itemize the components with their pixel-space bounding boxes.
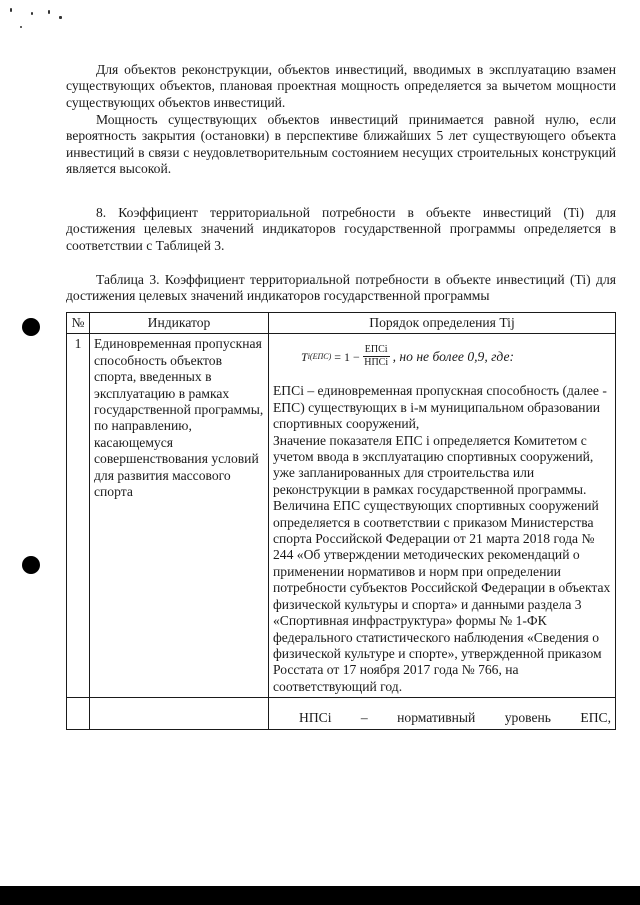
formula-numerator: ЕПСi — [364, 344, 388, 356]
header-num: № — [67, 313, 90, 334]
eps-definition: ЕПСi – единовременная пропускная способность (далее - ЕПС) существующих в i-м муниципальном образовании спортивных сооружений, — [273, 383, 607, 432]
empty-cell — [67, 698, 90, 729]
scan-edge — [0, 886, 640, 905]
paragraph-reconstruction — [66, 62, 616, 111]
eps-value-description: Значение показателя ЕПС i определяется Комитетом с учетом ввода в эксплуатацию спортивных сооружений, уже запланированных для строительства или реконструкции в рамках государственной программы. Величина ЕПС существующих спортивных сооружений определяется в соответствии с приказом Министерства спорта Российской Федерации от 21 марта 2018 года № 244 «Об утверждении методических рекомендаций о применении нормативов и норм при определении потребности субъектов Российской Федерации в объектах физической культуры и спорта» и данными раздела 3 «Спортивная инфраструктура» формы № 1-ФК федерального статистического наблюдения «Сведения о физической культуре и спорте», утвержденной приказом Росстата от 17 ноября 2017 года № 766, на соответствующий год. — [273, 432, 611, 694]
indicator-cell — [90, 334, 269, 698]
empty-cell — [90, 698, 269, 729]
scan-speck — [31, 12, 33, 15]
formula-lhs: T — [301, 349, 308, 364]
scan-speck — [20, 26, 22, 28]
header-order: Порядок определения Tij — [269, 313, 616, 334]
scan-speck — [59, 16, 62, 19]
formula-lhs-sub: i(ЕПС) — [307, 351, 332, 361]
formula — [301, 344, 611, 369]
order-cell — [269, 334, 616, 698]
paragraph-zero-capacity — [66, 112, 616, 178]
punch-hole — [22, 318, 40, 336]
row-number: 1 — [67, 334, 90, 698]
indicators-table — [66, 312, 616, 730]
formula-suffix: , но не более 0,9, где: — [392, 348, 515, 364]
paragraph-text: Для объектов реконструкции, объектов инвестиций, вводимых в эксплуатацию взамен существующих объектов, плановая проектная мощность определяется за вычетом мощности существующих объектов инвестиций. — [66, 62, 616, 110]
formula-eq: = 1 − — [334, 349, 360, 364]
punch-hole — [22, 556, 40, 574]
table-header-row — [67, 313, 616, 334]
paragraph-text: 8. Коэффициент территориальной потребности в объекте инвестиций (Ti) для достижения целевых значений индикаторов государственной программы определяется в соответствии с Таблицей 3. — [66, 205, 616, 253]
scan-speck — [48, 10, 50, 14]
formula-denominator: НПСi — [364, 357, 389, 369]
nps-definition: НПСi – нормативный уровень ЕПС, — [299, 710, 611, 726]
paragraph-text: Мощность существующих объектов инвестиций принимается равной нулю, если вероятность закрытия (остановки) в перспективе ближайших 5 лет существующего объекта инвестиций в связи с неудовлетворительным состоянием несущих строительных конструкций является высокой. — [66, 112, 616, 177]
paragraph-point-8 — [66, 205, 616, 254]
table-caption: Таблица 3. Коэффициент территориальной потребности в объекте инвестиций (Ti) для достижения целевых значений индикаторов государственной программы — [66, 272, 616, 304]
header-indicator: Индикатор — [90, 313, 269, 334]
table-row — [67, 334, 616, 698]
formula-fraction — [363, 344, 390, 369]
order-cell — [269, 698, 616, 729]
scan-speck — [10, 8, 12, 12]
indicator-text: Единовременная пропускная способность объектов спорта, введенных в эксплуатацию в рамках государственной программы, по направлению, касающемуся совершенствования условий для развития массового спорта — [94, 336, 264, 500]
table-row — [67, 698, 616, 729]
